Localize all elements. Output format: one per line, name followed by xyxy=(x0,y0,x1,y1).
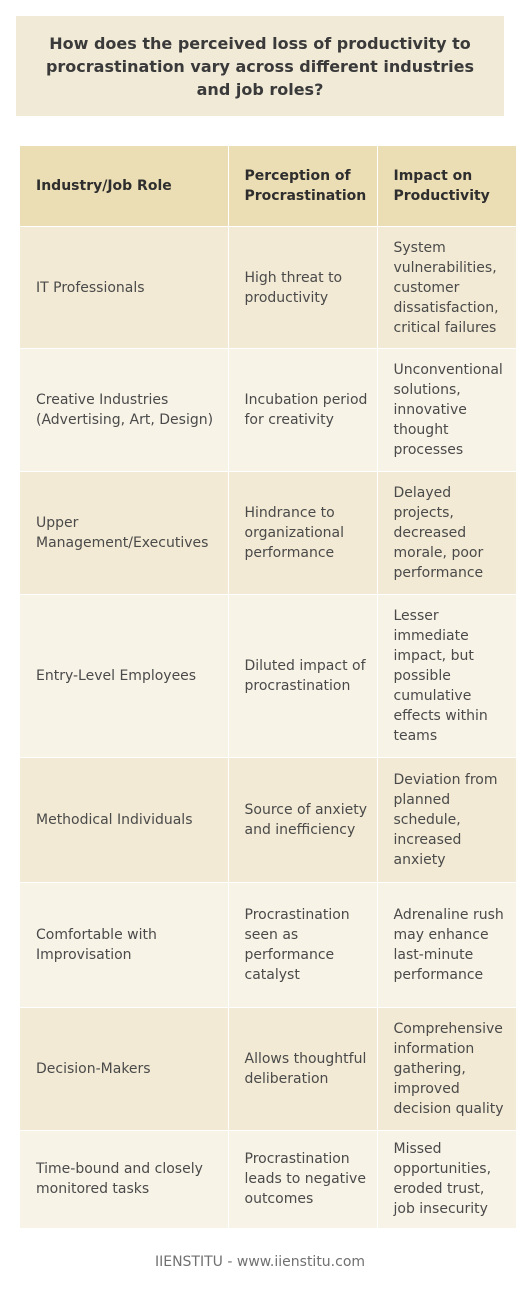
cell-role: Entry-Level Employees xyxy=(20,595,228,758)
cell-perception: Incubation period for creativity xyxy=(228,349,377,472)
cell-perception: Diluted impact of procrastination xyxy=(228,595,377,758)
page-title: How does the perceived loss of productivity to procrastination vary across different industries and job roles? xyxy=(45,33,475,99)
cell-perception: Procrastination leads to negative outcomes xyxy=(228,1131,377,1228)
table-row xyxy=(20,1131,516,1228)
cell-perception: Allows thoughtful deliberation xyxy=(228,1008,377,1131)
table-header-row xyxy=(20,146,516,227)
header-industry-role: Industry/Job Role xyxy=(20,146,228,227)
cell-impact: Comprehensive information gathering, improved decision quality xyxy=(377,1008,516,1131)
cell-perception: High threat to productivity xyxy=(228,227,377,349)
cell-perception: Source of anxiety and inefficiency xyxy=(228,758,377,883)
table-row xyxy=(20,472,516,595)
cell-impact: Adrenaline rush may enhance last-minute performance xyxy=(377,883,516,1008)
table-row xyxy=(20,595,516,758)
cell-role: Creative Industries (Advertising, Art, Design) xyxy=(20,349,228,472)
title-banner xyxy=(16,16,504,116)
table-row xyxy=(20,349,516,472)
cell-role: Methodical Individuals xyxy=(20,758,228,883)
cell-impact: Deviation from planned schedule, increased anxiety xyxy=(377,758,516,883)
header-impact: Impact on Productivity xyxy=(377,146,516,227)
cell-impact: Unconventional solutions, innovative thought processes xyxy=(377,349,516,472)
table-row xyxy=(20,758,516,883)
cell-impact: System vulnerabilities, customer dissatisfaction, critical failures xyxy=(377,227,516,349)
footer-credit: IIENSTITU - www.iienstitu.com xyxy=(154,1254,366,1270)
table-row xyxy=(20,227,516,349)
header-perception: Perception of Procrastination xyxy=(228,146,377,227)
cell-role: Time-bound and closely monitored tasks xyxy=(20,1131,228,1228)
cell-impact: Missed opportunities, eroded trust, job insecurity xyxy=(377,1131,516,1228)
cell-perception: Hindrance to organizational performance xyxy=(228,472,377,595)
table-row xyxy=(20,883,516,1008)
cell-role: Comfortable with Improvisation xyxy=(20,883,228,1008)
cell-role: IT Professionals xyxy=(20,227,228,349)
cell-perception: Procrastination seen as performance catalyst xyxy=(228,883,377,1008)
comparison-table xyxy=(20,146,516,1228)
table-row xyxy=(20,1008,516,1131)
cell-role: Decision-Makers xyxy=(20,1008,228,1131)
cell-role: Upper Management/Executives xyxy=(20,472,228,595)
cell-impact: Lesser immediate impact, but possible cumulative effects within teams xyxy=(377,595,516,758)
cell-impact: Delayed projects, decreased morale, poor performance xyxy=(377,472,516,595)
